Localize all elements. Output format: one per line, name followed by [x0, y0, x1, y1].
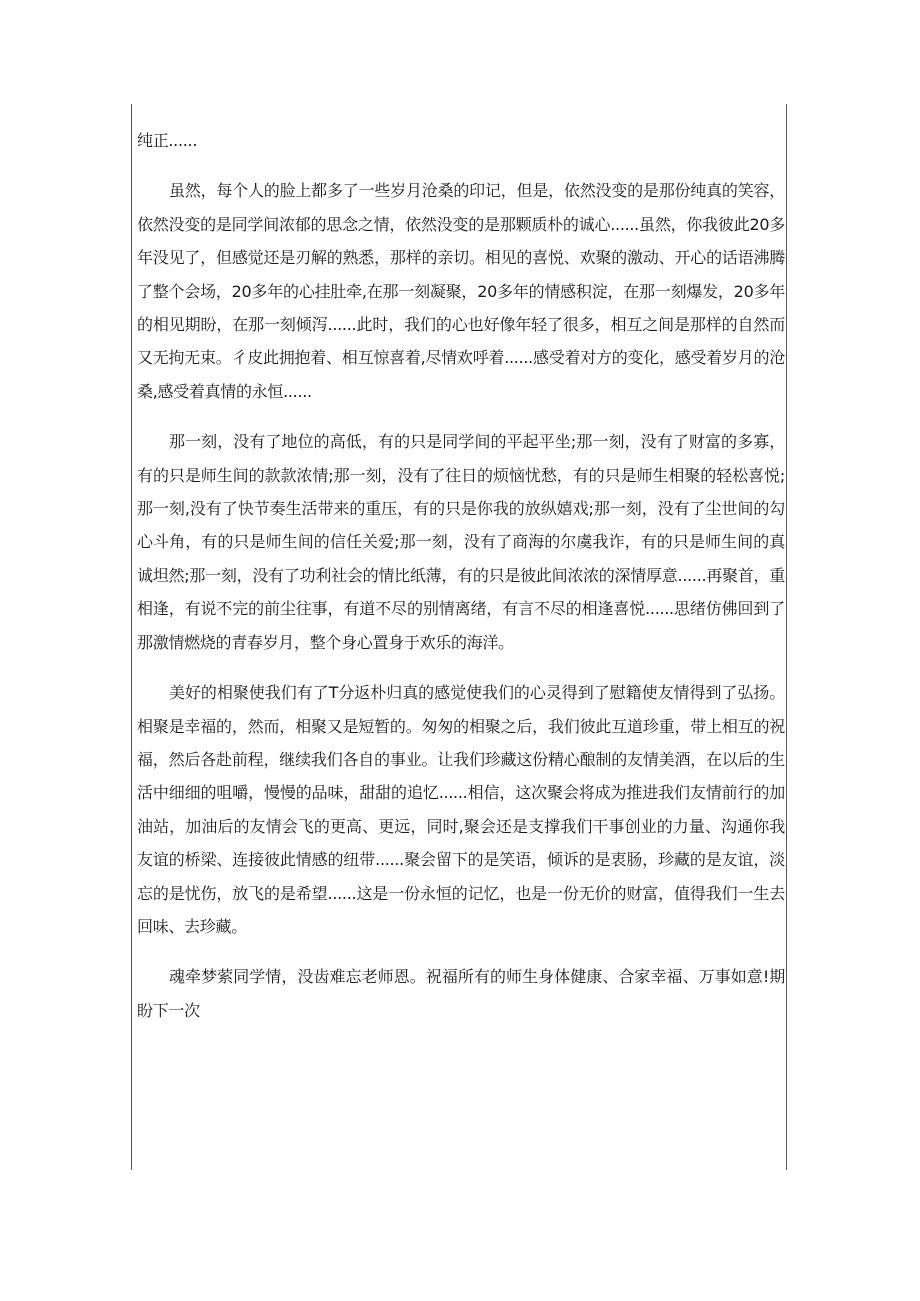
paragraph: 纯正...... [137, 131, 198, 150]
paragraph: 虽然，每个人的脸上都多了一些岁月沧桑的印记，但是，依然没变的是那份纯真的笑容，依然没变的是同学间浓郁的思念之情，依然没变的是那颗质朴的诚心......虽然，你我彼此20多年没见了，但感觉还是刃解的熟悉，那样的亲切。相见的喜悦、欢聚的激动、开心的话语沸腾了整个会场，20多年的心挂肚牵,在那一刻凝聚，20多年的情感积淀，在那一刻爆发，20多年的相见期盼，在那一刻倾泻......此时，我们的心也好像年轻了很多，相互之间是那样的自然而又无拘无束。彳皮此拥抱着、相互惊喜着,尽情欢呼着......感受着对方的变化，感受着岁月的沧桑,感受着真情的永恒...... [137, 181, 785, 401]
document-body [137, 124, 785, 1027]
paragraph: 那一刻，没有了地位的高低，有的只是同学间的平起平坐;那一刻，没有了财富的多寡，有的只是师生间的款款浓情;那一刻，没有了往日的烦恼忧愁，有的只是师生相聚的轻松喜悦;那一刻,没有了快节奏生活带来的重压，有的只是你我的放纵嬉戏;那一刻，没有了尘世间的勾心斗角，有的只是师生间的信任关爱;那一刻，没有了商海的尔虞我诈，有的只是师生间的真诚坦然;那一刻，没有了功利社会的情比纸薄，有的只是彼此间浓浓的深情厚意......再聚首，重相逢，有说不完的前尘往事，有道不尽的别情离绪，有言不尽的相逢喜悦......思绪仿佛回到了那激情燃烧的青春岁月，整个身心置身于欢乐的海洋。 [137, 432, 785, 652]
paragraph: 魂牵梦萦同学情，没齿难忘老师恩。祝福所有的师生身体健康、合家幸福、万事如意!期盼下一次 [137, 967, 785, 1020]
paragraph: 美好的相聚使我们有了T分返朴归真的感觉使我们的心灵得到了慰籍使友情得到了弘扬。相聚是幸福的，然而，相聚又是短暂的。匆匆的相聚之后，我们彼此互道珍重，带上相互的祝福，然后各赴前程，继续我们各自的事业。让我们珍藏这份精心酿制的友情美酒，在以后的生活中细细的咀嚼，慢慢的品味，甜甜的追忆......相信，这次聚会将成为推进我们友情前行的加油站，加油后的友情会飞的更高、更远，同时,聚会还是支撑我们干事创业的力量、沟通你我友谊的桥梁、连接彼此情感的纽带......聚会留下的是笑语，倾诉的是衷肠，珍藏的是友谊，淡忘的是忧伤，放飞的是希望......这是一份永恒的记忆，也是一份无价的财富，值得我们一生去回味、去珍藏。 [137, 683, 785, 936]
